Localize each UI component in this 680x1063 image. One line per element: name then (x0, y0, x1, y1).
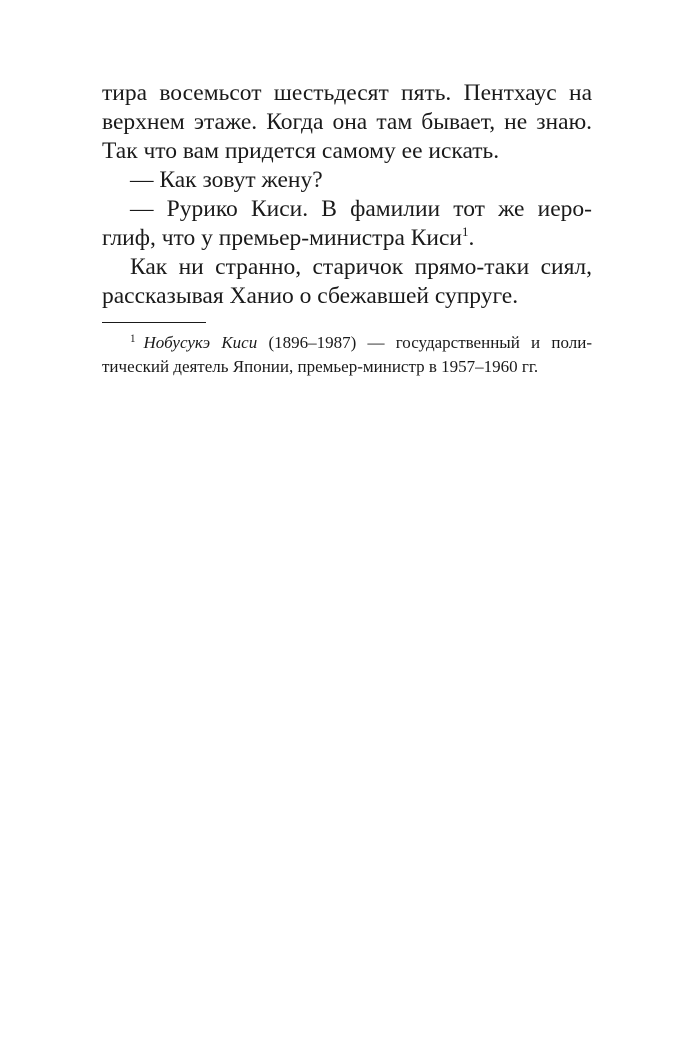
footnote-divider (102, 322, 206, 323)
text-line-6-body: глиф, что у премьер-министра Киси (102, 225, 463, 251)
text-line-2: верхнем этаже. Когда она там бывает, не знаю. (102, 109, 592, 135)
text-line-6 (102, 224, 592, 253)
footnote-person-name: Нобусукэ Киси (143, 333, 258, 352)
text-line-6-period: . (468, 225, 475, 251)
text-line-1: тира восемьсот шестьдесят пять. Пентхаус на (102, 80, 592, 106)
footnote-line-1-rest: (1896–1987) — государственный и поли- (257, 333, 592, 352)
main-text (102, 79, 592, 311)
footnote-reference[interactable]: 1 (462, 223, 469, 239)
text-line-7: Как ни странно, старичок прямо-таки сиял, (130, 254, 592, 280)
dialogue-line-question: — Как зовут жену? (130, 167, 323, 193)
footnote-number: 1 (130, 332, 136, 345)
footnote-line-1 (102, 331, 592, 355)
dialogue-line-answer: — Рурико Киси. В фамилии тот же иеро- (130, 196, 592, 222)
footnote (102, 331, 592, 379)
text-line-8: рассказывая Ханио о сбежавшей супруге. (102, 283, 519, 309)
footnote-line-2: тический деятель Японии, премьер-министр в 1957–1960 гг. (102, 357, 539, 376)
text-line-3: Так что вам придется самому ее искать. (102, 138, 500, 164)
